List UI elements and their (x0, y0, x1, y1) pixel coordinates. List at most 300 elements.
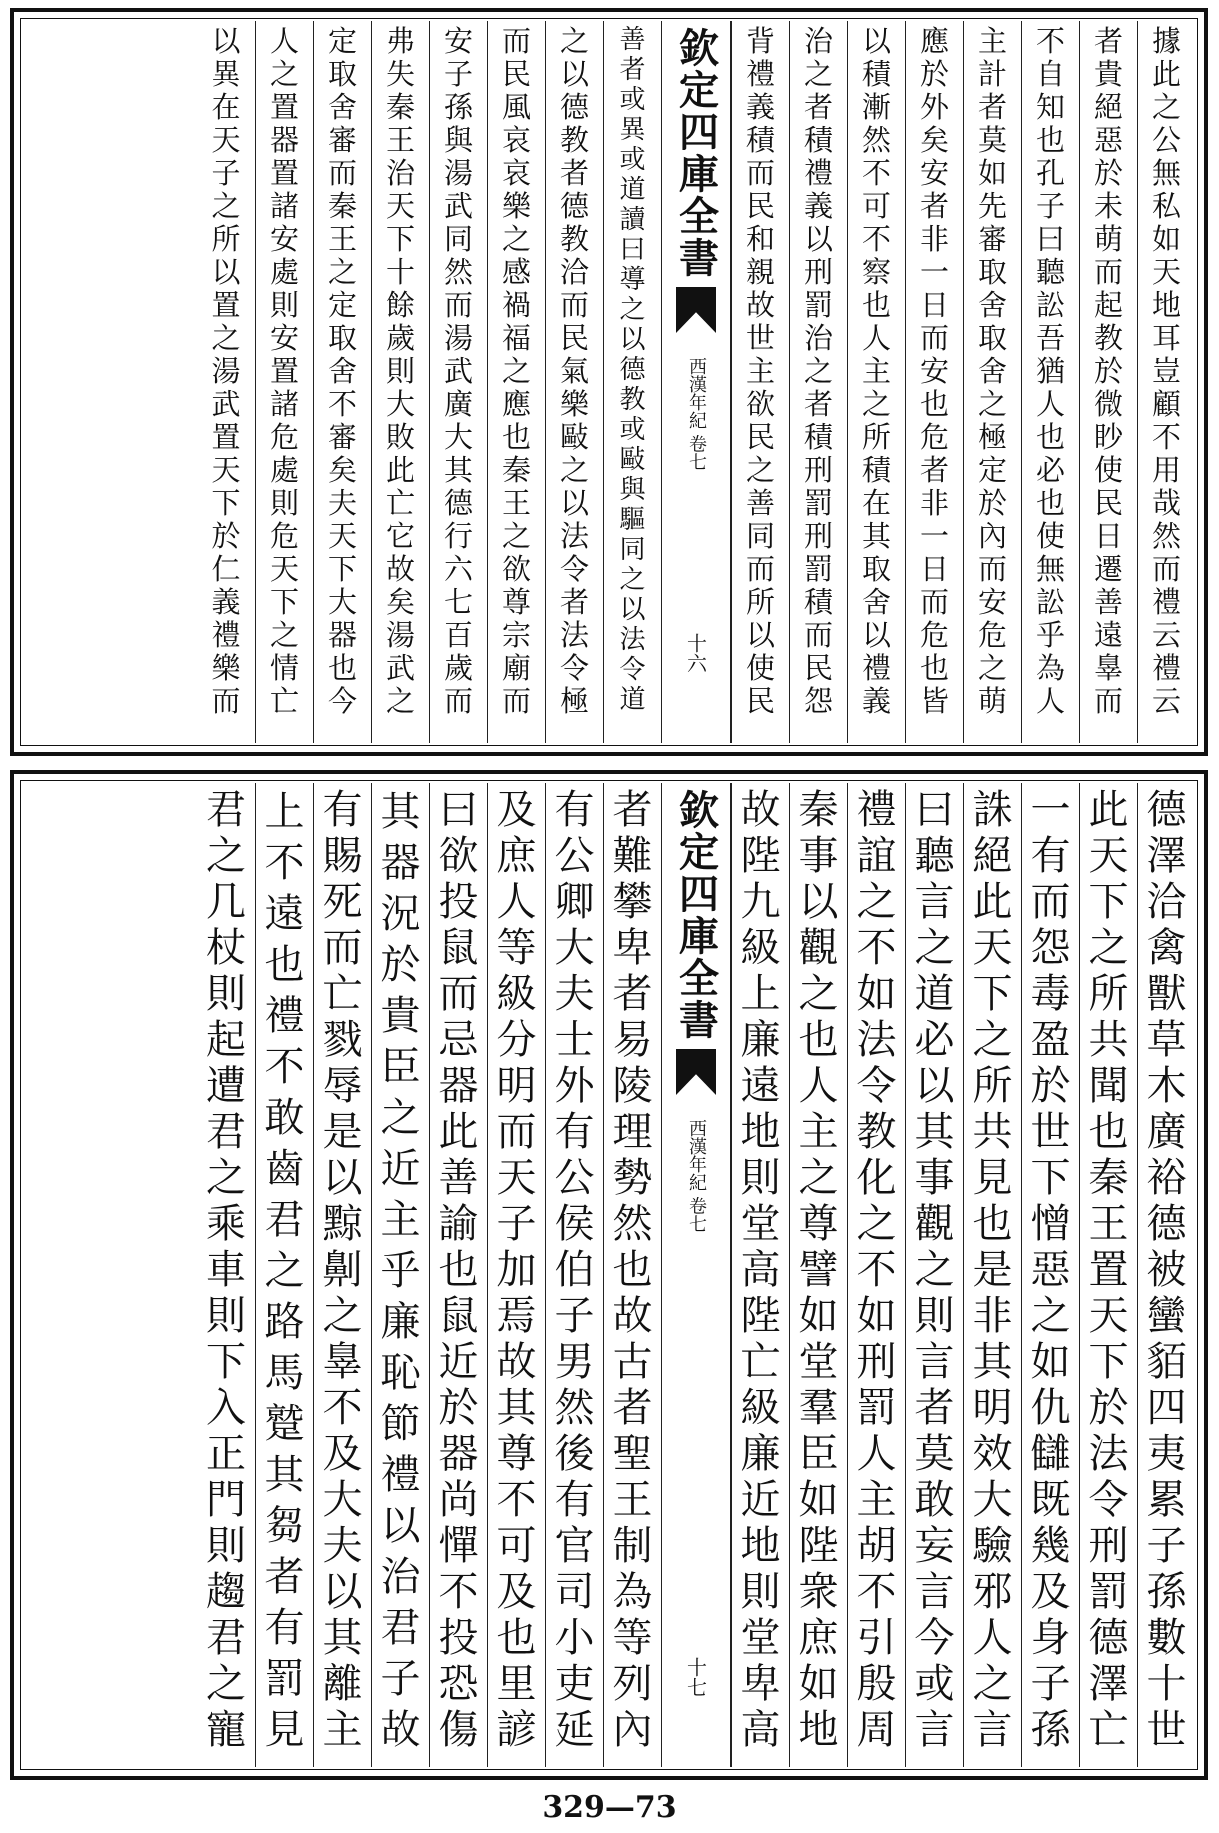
glyph: 人 (1035, 388, 1065, 421)
glyph: 不 (496, 1477, 537, 1523)
glyph: 戮 (322, 1017, 363, 1063)
glyph: 投 (438, 1615, 479, 1661)
glyph: 非 (972, 1293, 1013, 1339)
text-column-left-2 (545, 783, 603, 1767)
glyph: 莫 (914, 1431, 955, 1477)
glyph: 取 (327, 58, 357, 91)
glyph: 使 (1093, 454, 1123, 487)
glyph: 之 (861, 388, 891, 421)
glyph: 者 (914, 1385, 955, 1431)
glyph: 處 (269, 454, 299, 487)
glyph: 感 (501, 256, 531, 289)
glyph: 不 (322, 1385, 363, 1431)
glyph: 恥 (380, 1350, 421, 1396)
glyph: 蹵 (264, 1401, 305, 1447)
glyph: 廣 (443, 388, 473, 421)
glyph: 有 (322, 787, 363, 833)
glyph: 以 (619, 325, 646, 355)
glyph: 下 (327, 553, 357, 586)
text-column-right-5 (905, 783, 963, 1767)
glyph: 可 (861, 190, 891, 223)
glyph: 之 (211, 322, 241, 355)
text-column-right-2 (1079, 21, 1137, 743)
glyph: 夫 (322, 1523, 363, 1569)
glyph: 令 (559, 652, 589, 685)
glyph: 弗 (385, 25, 415, 58)
glyph: 近 (380, 1146, 421, 1192)
glyph: 者 (612, 1385, 653, 1431)
glyph: 夷 (1146, 1431, 1187, 1477)
glyph: 欲 (745, 388, 775, 421)
glyph: 近 (438, 1339, 479, 1385)
glyph: 而 (327, 157, 357, 190)
glyph: 天 (211, 454, 241, 487)
glyph: 及 (322, 1431, 363, 1477)
glyph: 其 (380, 789, 421, 835)
glyph: 讎 (1030, 1431, 1071, 1477)
glyph: 以 (619, 595, 646, 625)
glyph: 天 (1151, 256, 1181, 289)
glyph: 安 (269, 223, 299, 256)
glyph: 之 (269, 619, 299, 652)
glyph: 世 (1030, 1109, 1071, 1155)
glyph: 古 (612, 1339, 653, 1385)
glyph: 諸 (269, 388, 299, 421)
glyph: 不 (856, 925, 897, 971)
glyph: 之 (972, 1661, 1013, 1707)
text-column-right-3 (1021, 783, 1079, 1767)
glyph: 延 (554, 1707, 595, 1753)
glyph: 如 (798, 1661, 839, 1707)
glyph: 置 (269, 157, 299, 190)
glyph: 其 (914, 1109, 955, 1155)
glyph: 極 (559, 685, 589, 718)
glyph: 天 (1088, 833, 1129, 879)
glyph: 風 (501, 91, 531, 124)
glyph: 之 (1030, 1293, 1071, 1339)
glyph: 辠 (322, 1339, 363, 1385)
glyph: 主 (977, 25, 1007, 58)
glyph: 胡 (856, 1523, 897, 1569)
glyph: 事 (914, 1155, 955, 1201)
glyph: 言 (914, 879, 955, 925)
glyph: 禮 (1151, 586, 1181, 619)
glyph: 失 (385, 58, 415, 91)
glyph: 如 (1030, 1339, 1071, 1385)
glyph: 禮 (861, 652, 891, 685)
glyph: 令 (1088, 1477, 1129, 1523)
glyph: 也 (1035, 487, 1065, 520)
glyph: 遭 (206, 1063, 246, 1109)
glyph: 公 (554, 833, 595, 879)
glyph: 辠 (1093, 652, 1123, 685)
glyph: 齒 (264, 1146, 305, 1192)
glyph: 幾 (1030, 1523, 1071, 1569)
glyph: 況 (380, 891, 421, 937)
glyph: 取 (861, 553, 891, 586)
glyph: 有 (554, 787, 595, 833)
glyph: 伯 (554, 1247, 595, 1293)
glyph: 如 (856, 1293, 897, 1339)
glyph: 君 (206, 787, 246, 833)
text-column-right-1 (1137, 783, 1195, 1767)
glyph: 非 (919, 487, 949, 520)
glyph: 者 (1093, 25, 1123, 58)
glyph: 下 (206, 1339, 246, 1385)
glyph: 今 (914, 1615, 955, 1661)
fish-tail-mark (676, 287, 716, 333)
footer-page-number: 329—73 (542, 1790, 677, 1825)
glyph: 豈 (1151, 355, 1181, 388)
glyph: 以 (559, 487, 589, 520)
glyph: 則 (740, 1155, 781, 1201)
glyph: 危 (977, 619, 1007, 652)
glyph: 器 (327, 619, 357, 652)
glyph: 置 (1088, 1247, 1129, 1293)
glyph: 共 (972, 1109, 1013, 1155)
glyph: 積 (803, 124, 833, 157)
glyph: 禮 (211, 619, 241, 652)
glyph: 積 (803, 586, 833, 619)
glyph: 而 (496, 1109, 537, 1155)
glyph: 如 (798, 1293, 839, 1339)
glyph: 敺 (559, 421, 589, 454)
page-lower (10, 770, 1208, 1780)
glyph: 子 (443, 58, 473, 91)
glyph: 下 (211, 487, 241, 520)
text-column-left-1 (603, 21, 661, 743)
glyph: 德 (1088, 1615, 1129, 1661)
text-column-right-8 (731, 783, 789, 1767)
glyph: 仇 (1030, 1385, 1071, 1431)
glyph: 治 (803, 25, 833, 58)
glyph: 司 (554, 1569, 595, 1615)
glyph: 下 (972, 971, 1013, 1017)
glyph: 訟 (1035, 586, 1065, 619)
glyph: 此 (972, 879, 1013, 925)
glyph: 在 (211, 91, 241, 124)
glyph: 罰 (264, 1656, 305, 1702)
glyph: 非 (919, 223, 949, 256)
glyph: 禮 (745, 58, 775, 91)
glyph: 禮 (803, 157, 833, 190)
glyph: 之 (1088, 925, 1129, 971)
glyph: 和 (745, 223, 775, 256)
glyph: 積 (803, 421, 833, 454)
glyph: 敢 (914, 1477, 955, 1523)
glyph: 之 (380, 1095, 421, 1141)
glyph: 引 (856, 1615, 897, 1661)
glyph: 士 (554, 1017, 595, 1063)
glyph: 乎 (1035, 619, 1065, 652)
glyph: 怨 (803, 685, 833, 718)
glyph: 之 (322, 1293, 363, 1339)
glyph: 樂 (559, 388, 589, 421)
glyph: 及 (1030, 1569, 1071, 1615)
glyph: 憚 (438, 1523, 479, 1569)
glyph: 貴 (1093, 58, 1123, 91)
text-column-left-1 (603, 783, 661, 1767)
text-column-left-5 (371, 21, 429, 743)
fish-tail-mark (676, 1049, 716, 1095)
glyph: 宗 (501, 619, 531, 652)
glyph: 故 (745, 289, 775, 322)
glyph: 人 (1035, 685, 1065, 718)
glyph: 歲 (443, 652, 473, 685)
glyph: 樂 (211, 652, 241, 685)
glyph: 怨 (1030, 925, 1071, 971)
glyph: 起 (1093, 289, 1123, 322)
glyph: 杖 (206, 925, 246, 971)
glyph: 事 (798, 833, 839, 879)
glyph: 其 (264, 1452, 305, 1498)
glyph: 也 (1035, 421, 1065, 454)
glyph: 庶 (496, 833, 537, 879)
glyph: 禮 (1151, 652, 1181, 685)
text-column-left-8 (197, 783, 255, 1767)
glyph: 處 (269, 256, 299, 289)
glyph: 曰 (619, 235, 646, 265)
glyph: 人 (856, 1431, 897, 1477)
glyph: 之 (745, 454, 775, 487)
glyph: 善 (619, 25, 646, 55)
glyph: 危 (919, 619, 949, 652)
glyph: 夫 (554, 971, 595, 1017)
glyph: 其 (861, 520, 891, 553)
glyph: 於 (919, 58, 949, 91)
glyph: 有 (1030, 833, 1071, 879)
glyph: 器 (438, 1063, 479, 1109)
glyph: 則 (740, 1569, 781, 1615)
glyph: 欲 (438, 833, 479, 879)
glyph: 則 (269, 289, 299, 322)
glyph: 教 (1093, 322, 1123, 355)
leaf-number: 十七 (683, 1657, 708, 1697)
glyph: 驅 (619, 505, 646, 535)
glyph: 者 (612, 787, 653, 833)
glyph: 之 (914, 1247, 955, 1293)
glyph: 之 (206, 1155, 246, 1201)
glyph: 皆 (919, 685, 949, 718)
glyph: 先 (977, 190, 1007, 223)
glyph: 分 (496, 1017, 537, 1063)
text-column-right-2 (1079, 783, 1137, 1767)
glyph: 不 (264, 840, 305, 886)
glyph: 投 (438, 879, 479, 925)
glyph: 級 (740, 925, 781, 971)
glyph: 未 (1093, 190, 1123, 223)
glyph: 民 (745, 190, 775, 223)
glyph: 為 (1035, 652, 1065, 685)
glyph: 德 (559, 190, 589, 223)
glyph: 歲 (385, 322, 415, 355)
glyph: 子 (1146, 1523, 1187, 1569)
glyph: 也 (264, 942, 305, 988)
glyph: 王 (612, 1477, 653, 1523)
glyph: 而 (501, 685, 531, 718)
glyph: 上 (740, 971, 781, 1017)
glyph: 觀 (798, 925, 839, 971)
glyph: 必 (1035, 454, 1065, 487)
glyph: 湯 (385, 619, 415, 652)
glyph: 有 (554, 1477, 595, 1523)
glyph: 子 (211, 157, 241, 190)
glyph: 地 (740, 1523, 781, 1569)
glyph: 七 (443, 586, 473, 619)
glyph: 下 (1088, 879, 1129, 925)
text-column-left-5 (371, 783, 429, 1767)
glyph: 湯 (211, 355, 241, 388)
glyph: 法 (559, 619, 589, 652)
glyph: 外 (554, 1063, 595, 1109)
glyph: 曰 (914, 787, 955, 833)
glyph: 不 (264, 1044, 305, 1090)
glyph: 此 (1088, 787, 1129, 833)
glyph: 驗 (972, 1523, 1013, 1569)
glyph: 道 (914, 971, 955, 1017)
glyph: 九 (740, 879, 781, 925)
glyph: 行 (443, 520, 473, 553)
text-column-left-6 (313, 21, 371, 743)
glyph: 男 (554, 1339, 595, 1385)
glyph: 危 (269, 520, 299, 553)
text-column-left-3 (487, 783, 545, 1767)
glyph: 天 (496, 1155, 537, 1201)
glyph: 眇 (1093, 421, 1123, 454)
text-column-left-2 (545, 21, 603, 743)
glyph: 無 (1151, 157, 1181, 190)
glyph: 於 (977, 487, 1007, 520)
glyph: 正 (206, 1431, 246, 1477)
glyph: 法 (856, 1017, 897, 1063)
leaf-number: 十六 (683, 633, 708, 673)
glyph: 禮 (856, 787, 897, 833)
glyph: 為 (612, 1569, 653, 1615)
glyph: 數 (1146, 1615, 1187, 1661)
glyph: 亡 (385, 487, 415, 520)
glyph: 車 (206, 1247, 246, 1293)
glyph: 孔 (1035, 157, 1065, 190)
glyph: 而 (443, 289, 473, 322)
glyph: 上 (264, 789, 305, 835)
glyph: 等 (496, 925, 537, 971)
glyph: 黥 (322, 1201, 363, 1247)
glyph: 之 (206, 833, 246, 879)
glyph: 六 (443, 553, 473, 586)
glyph: 夫 (327, 487, 357, 520)
glyph: 福 (501, 322, 531, 355)
glyph: 安 (977, 586, 1007, 619)
glyph: 堂 (740, 1201, 781, 1247)
glyph: 如 (977, 157, 1007, 190)
glyph: 劓 (322, 1247, 363, 1293)
glyph: 不 (861, 223, 891, 256)
glyph: 人 (269, 25, 299, 58)
glyph: 刑 (803, 520, 833, 553)
glyph: 四 (1146, 1385, 1187, 1431)
glyph: 共 (1088, 1017, 1129, 1063)
glyph: 者 (919, 190, 949, 223)
glyph: 矣 (385, 586, 415, 619)
glyph: 如 (856, 971, 897, 1017)
chapter-label: 西漢年紀 卷七 (686, 1119, 707, 1233)
glyph: 以 (861, 619, 891, 652)
glyph: 其 (443, 454, 473, 487)
glyph: 明 (496, 1063, 537, 1109)
glyph: 日 (919, 553, 949, 586)
glyph: 器 (269, 124, 299, 157)
glyph: 被 (1146, 1247, 1187, 1293)
glyph: 孫 (1146, 1569, 1187, 1615)
glyph: 而 (745, 553, 775, 586)
glyph: 令 (619, 655, 646, 685)
glyph: 理 (612, 1109, 653, 1155)
glyph: 耳 (1151, 322, 1181, 355)
glyph: 世 (1146, 1707, 1187, 1753)
glyph: 應 (919, 25, 949, 58)
glyph: 以 (211, 256, 241, 289)
glyph: 仁 (211, 553, 241, 586)
glyph: 日 (919, 289, 949, 322)
glyph: 絕 (972, 833, 1013, 879)
glyph: 王 (1088, 1201, 1129, 1247)
glyph: 後 (554, 1431, 595, 1477)
glyph: 秦 (798, 787, 839, 833)
glyph: 之 (206, 1661, 246, 1707)
glyph: 聖 (612, 1431, 653, 1477)
glyph: 几 (206, 879, 246, 925)
page-lower-columns (23, 783, 1195, 1767)
glyph: 於 (380, 942, 421, 988)
glyph: 曰 (1035, 223, 1065, 256)
glyph: 之 (619, 565, 646, 595)
glyph: 萌 (1093, 223, 1123, 256)
glyph: 湯 (443, 157, 473, 190)
glyph: 貴 (380, 993, 421, 1039)
glyph: 百 (443, 619, 473, 652)
glyph: 同 (443, 223, 473, 256)
glyph: 不 (856, 1247, 897, 1293)
glyph: 或 (619, 85, 646, 115)
glyph: 治 (380, 1554, 421, 1600)
glyph: 置 (269, 355, 299, 388)
text-column-right-7 (789, 21, 847, 743)
glyph: 治 (803, 322, 833, 355)
text-column-right-3 (1021, 21, 1079, 743)
glyph: 導 (619, 265, 646, 295)
glyph: 則 (385, 355, 415, 388)
glyph: 舍 (327, 355, 357, 388)
glyph: 臣 (380, 1044, 421, 1090)
glyph: 澤 (1146, 833, 1187, 879)
glyph: 言 (914, 1339, 955, 1385)
text-column-left-4 (429, 21, 487, 743)
glyph: 之 (385, 685, 415, 718)
glyph: 化 (856, 1155, 897, 1201)
glyph: 以 (745, 619, 775, 652)
text-column-left-3 (487, 21, 545, 743)
glyph: 以 (861, 25, 891, 58)
glyph: 而 (977, 553, 1007, 586)
glyph: 之 (501, 520, 531, 553)
glyph: 下 (1088, 1339, 1129, 1385)
glyph: 辱 (322, 1063, 363, 1109)
glyph: 刑 (1088, 1523, 1129, 1569)
glyph: 餘 (385, 289, 415, 322)
glyph: 而 (1093, 256, 1123, 289)
glyph: 侯 (554, 1201, 595, 1247)
glyph: 令 (856, 1063, 897, 1109)
